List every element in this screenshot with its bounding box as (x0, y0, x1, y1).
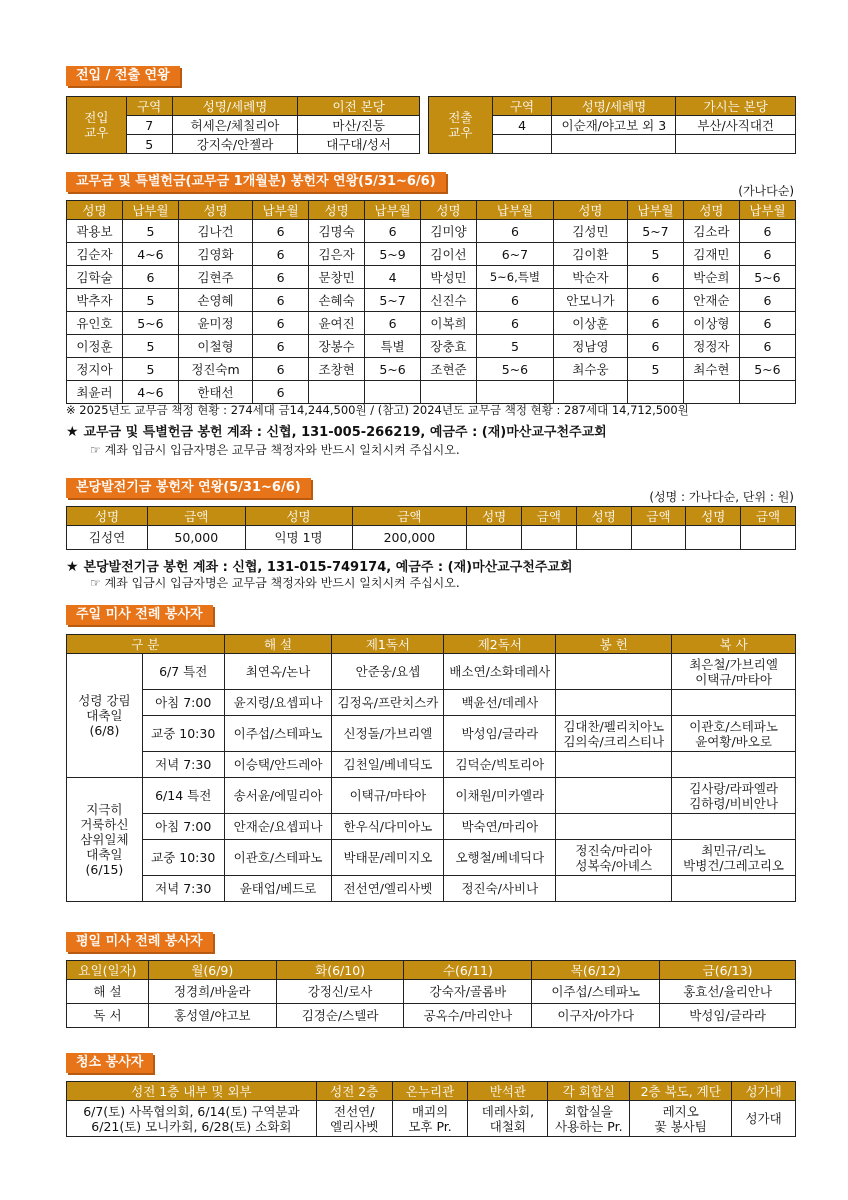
dues-header: 납부월 (122, 201, 178, 220)
in-cell: 허세은/체칠리아 (172, 116, 298, 135)
dues-cell: 6 (476, 312, 553, 335)
out-cell: 부산/사직대건 (676, 116, 796, 135)
transfer-in-table (66, 96, 420, 154)
sunday-cell: 정진숙/사비나 (444, 876, 556, 902)
weekday-header: 월(6/9) (148, 961, 276, 980)
sunday-cell (672, 752, 796, 778)
table-row (67, 1004, 796, 1028)
dues-cell: 5~6 (122, 312, 178, 335)
sunday-cell: 백윤선/데레사 (444, 690, 556, 716)
dues-cell: 이상형 (683, 312, 739, 335)
table-row (67, 381, 796, 404)
dues-cell: 5~9 (365, 243, 421, 266)
cleaning-header: 각 회합실 (548, 1082, 630, 1101)
dues-cell (683, 381, 739, 404)
sunday-cell: 최은철/가브리엘 이택규/마타아 (672, 654, 796, 690)
sunday-table (66, 634, 796, 902)
dues-header: 납부월 (365, 201, 421, 220)
sunday-cell: 신정돌/가브리엘 (332, 716, 444, 752)
dues-cell: 4~6 (122, 243, 178, 266)
cleaning-header: 성전 1층 내부 및 외부 (67, 1082, 317, 1101)
transfer-out-label: 전출 교우 (429, 97, 493, 154)
sunday-cell: 송서윤/에밀리아 (224, 778, 332, 814)
building-cell (522, 526, 577, 550)
cleaning-header: 성전 2층 (316, 1082, 392, 1101)
sunday-cell (556, 654, 672, 690)
dues-cell: 조현준 (421, 358, 477, 381)
dues-cell: 5 (122, 289, 178, 312)
star-icon: ★ (66, 424, 84, 440)
sunday-cell: 최연옥/논나 (224, 654, 332, 690)
sunday-cell: 최민규/리노 박병건/그레고리오 (672, 840, 796, 876)
sunday-header: 복 사 (672, 635, 796, 654)
cleaning-cell: 레지오 꽃 봉사팀 (630, 1101, 732, 1137)
dues-cell: 최수웅 (553, 358, 627, 381)
cleaning-cell: 매괴의 모후 Pr. (392, 1101, 468, 1137)
sunday-cell: 배소연/소화데레사 (444, 654, 556, 690)
sunday-cell: 이주섭/스테파노 (224, 716, 332, 752)
dues-cell: 이상훈 (553, 312, 627, 335)
building-cell: 김성연 (67, 526, 148, 550)
dues-cell: 6~7 (476, 243, 553, 266)
dues-table (66, 200, 796, 404)
table-row (67, 1101, 796, 1137)
dues-cell: 장봉수 (309, 335, 365, 358)
dues-cell: 6 (253, 220, 309, 243)
dues-cell: 5 (627, 358, 683, 381)
dues-cell: 6 (627, 266, 683, 289)
cleaning-cell: 데레사회, 대철회 (468, 1101, 548, 1137)
dues-cell (421, 381, 477, 404)
cleaning-header: 온누리관 (392, 1082, 468, 1101)
dues-cell: 6 (739, 289, 795, 312)
sunday-cell: 안재순/요셉피나 (224, 814, 332, 840)
sunday-group-label: 성령 강림 대축일 (6/8) (67, 654, 143, 778)
dues-cell: 최수현 (683, 358, 739, 381)
dues-cell: 박순희 (683, 266, 739, 289)
cleaning-section-title: 청소 봉사자 (66, 1053, 153, 1073)
weekday-header: 요일(일자) (67, 961, 149, 980)
transfer-out-table (428, 96, 796, 154)
dues-cell: 김이선 (421, 243, 477, 266)
sunday-cell: 윤태업/베드로 (224, 876, 332, 902)
sunday-cell: 김대찬/펠리치아노 김의숙/크리스티나 (556, 716, 672, 752)
dues-header: 성명 (553, 201, 627, 220)
dues-account (66, 421, 607, 440)
table-row (67, 335, 796, 358)
dues-cell (365, 381, 421, 404)
dues-account-text: 교무금 및 특별헌금 봉헌 계좌 : 신협, 131-005-266219, 예금주 : (재)마산교구천주교회 (83, 425, 607, 440)
dues-cell: 정남영 (553, 335, 627, 358)
cleaning-cell: 성가대 (732, 1101, 796, 1137)
dues-header: 납부월 (476, 201, 553, 220)
sunday-cell (556, 876, 672, 902)
dues-cell: 장충효 (421, 335, 477, 358)
sunday-cell: 이채원/미카엘라 (444, 778, 556, 814)
weekday-cell: 홍성열/야고보 (148, 1004, 276, 1028)
table-row (67, 243, 796, 266)
star-icon: ★ (66, 559, 84, 575)
dues-cell (739, 381, 795, 404)
sunday-cell (556, 778, 672, 814)
sunday-header: 해 설 (224, 635, 332, 654)
dues-cell: 이복희 (421, 312, 477, 335)
table-row (67, 752, 796, 778)
dues-cell: 최윤러 (67, 381, 123, 404)
dues-cell: 한태선 (178, 381, 252, 404)
out-cell (676, 135, 796, 154)
dues-cell: 김명숙 (309, 220, 365, 243)
sunday-cell (672, 876, 796, 902)
dues-cell: 5~6,특별 (476, 266, 553, 289)
out-header: 가시는 본당 (676, 97, 796, 116)
dues-cell: 박순자 (553, 266, 627, 289)
dues-header: 성명 (309, 201, 365, 220)
weekday-header: 화(6/10) (276, 961, 404, 980)
sunday-cell: 오행철/베네딕다 (444, 840, 556, 876)
dues-cell: 윤여진 (309, 312, 365, 335)
building-header: 금액 (352, 507, 467, 526)
dues-cell: 6 (253, 358, 309, 381)
sunday-cell: 정진숙/마리아 성복숙/아녜스 (556, 840, 672, 876)
weekday-cell: 김경순/스텔라 (276, 1004, 404, 1028)
building-cell: 200,000 (352, 526, 467, 550)
out-cell: 4 (492, 116, 552, 135)
dues-cell: 6 (122, 266, 178, 289)
dues-header: 성명 (421, 201, 477, 220)
building-account-text: 본당발전기금 봉헌 계좌 : 신협, 131-015-749174, 예금주 : (재)마산교구천주교회 (83, 560, 573, 575)
table-row (67, 876, 796, 902)
dues-cell: 김학술 (67, 266, 123, 289)
dues-cell: 6 (253, 381, 309, 404)
dues-cell: 5~6 (365, 358, 421, 381)
sunday-cell: 이관호/스테파노 (224, 840, 332, 876)
sunday-cell: 김천일/베네딕도 (332, 752, 444, 778)
dues-cell: 안재순 (683, 289, 739, 312)
building-account-note: ☞ 계좌 입금시 입금자명은 교무금 책정자와 반드시 일치시켜 주십시오. (90, 576, 460, 590)
out-header: 성명/세례명 (552, 97, 676, 116)
weekday-header: 목(6/12) (532, 961, 660, 980)
sunday-cell: 이택규/마타아 (332, 778, 444, 814)
in-cell: 7 (126, 116, 172, 135)
table-row (67, 778, 796, 814)
dues-cell: 6 (476, 220, 553, 243)
dues-cell: 5~6 (476, 358, 553, 381)
sunday-cell: 전선연/엘리사벳 (332, 876, 444, 902)
dues-cell: 박성민 (421, 266, 477, 289)
dues-cell: 김성민 (553, 220, 627, 243)
sunday-cell: 박숙연/마리아 (444, 814, 556, 840)
dues-cell: 6 (627, 335, 683, 358)
sunday-header: 봉 헌 (556, 635, 672, 654)
sunday-cell: 한우식/다미아노 (332, 814, 444, 840)
weekday-cell: 독 서 (67, 1004, 149, 1028)
dues-cell: 김현주 (178, 266, 252, 289)
cleaning-cell: 6/7(토) 사목협의회, 6/14(토) 구역분과 6/21(토) 모니카회, 6/28(토) 소화회 (67, 1101, 317, 1137)
dues-cell: 4~6 (122, 381, 178, 404)
dues-footnote: ※ 2025년도 교무금 책정 현황 : 274세대 금14,244,500원 / (참고) 2024년도 교무금 책정 현황 : 287세대 14,712,500원 (66, 403, 689, 417)
sunday-cell: 김사랑/라파엘라 김하령/비비안나 (672, 778, 796, 814)
dues-cell: 정정자 (683, 335, 739, 358)
dues-cell: 5~6 (739, 358, 795, 381)
building-header: 성명 (467, 507, 522, 526)
in-cell: 강지숙/안젤라 (172, 135, 298, 154)
sunday-cell: 박태문/레미지오 (332, 840, 444, 876)
sunday-header: 제1독서 (332, 635, 444, 654)
transfer-in-label: 전입 교우 (67, 97, 127, 154)
dues-header: 납부월 (253, 201, 309, 220)
dues-cell: 6 (253, 312, 309, 335)
dues-cell: 6 (253, 289, 309, 312)
table-row (67, 840, 796, 876)
weekday-cell: 공옥수/마리안나 (404, 1004, 532, 1028)
sunday-cell: 이승택/안드레아 (224, 752, 332, 778)
weekday-cell: 강정신/로사 (276, 980, 404, 1004)
dues-cell: 6 (627, 312, 683, 335)
sunday-section-title: 주일 미사 전례 봉사자 (66, 605, 213, 625)
out-header: 구역 (492, 97, 552, 116)
dues-cell: 5 (122, 335, 178, 358)
building-cell (741, 526, 796, 550)
dues-cell: 손혜숙 (309, 289, 365, 312)
building-cell: 익명 1명 (245, 526, 352, 550)
building-header: 금액 (148, 507, 245, 526)
sunday-cell: 이관호/스테파노 윤여황/바오로 (672, 716, 796, 752)
dues-cell (309, 381, 365, 404)
dues-cell: 6 (253, 266, 309, 289)
building-table (66, 506, 796, 550)
dues-section-title: 교무금 및 특별헌금(교무금 1개월분) 봉헌자 연왕(5/31~6/6) (66, 172, 446, 192)
sunday-header: 구 분 (67, 635, 225, 654)
building-header: 금액 (741, 507, 796, 526)
dues-cell: 손영혜 (178, 289, 252, 312)
dues-cell: 김재민 (683, 243, 739, 266)
cleaning-table (66, 1081, 796, 1137)
in-cell: 5 (126, 135, 172, 154)
in-header: 성명/세례명 (172, 97, 298, 116)
sunday-cell: 저녁 7:30 (142, 752, 224, 778)
dues-cell: 6 (365, 312, 421, 335)
dues-cell (476, 381, 553, 404)
out-cell: 이순재/야고보 외 3 (552, 116, 676, 135)
dues-cell: 문창민 (309, 266, 365, 289)
dues-cell: 5~7 (627, 220, 683, 243)
building-cell (686, 526, 741, 550)
weekday-section-title: 평일 미사 전례 봉사자 (66, 932, 213, 952)
sunday-cell: 교중 10:30 (142, 716, 224, 752)
sunday-cell: 6/7 특전 (142, 654, 224, 690)
cleaning-header: 반석관 (468, 1082, 548, 1101)
dues-cell: 4 (365, 266, 421, 289)
dues-cell: 곽용보 (67, 220, 123, 243)
cleaning-cell: 회합실을 사용하는 Pr. (548, 1101, 630, 1137)
dues-cell: 5~7 (365, 289, 421, 312)
building-header: 성명 (686, 507, 741, 526)
weekday-table (66, 960, 796, 1028)
dues-header: 성명 (683, 201, 739, 220)
dues-cell: 정진숙m (178, 358, 252, 381)
dues-cell: 김순자 (67, 243, 123, 266)
dues-cell: 김미양 (421, 220, 477, 243)
table-row (67, 220, 796, 243)
sunday-cell: 아침 7:00 (142, 690, 224, 716)
dues-cell: 정지아 (67, 358, 123, 381)
weekday-cell: 홍효선/율리안나 (660, 980, 796, 1004)
sunday-cell: 윤지령/요셉피나 (224, 690, 332, 716)
dues-header: 성명 (178, 201, 252, 220)
sunday-header: 제2독서 (444, 635, 556, 654)
dues-cell: 6 (739, 312, 795, 335)
sunday-cell: 교중 10:30 (142, 840, 224, 876)
building-cell (576, 526, 631, 550)
dues-cell: 김영화 (178, 243, 252, 266)
dues-cell: 6 (253, 335, 309, 358)
building-cell: 50,000 (148, 526, 245, 550)
dues-cell: 6 (365, 220, 421, 243)
table-row (67, 358, 796, 381)
table-row (67, 312, 796, 335)
table-row (67, 980, 796, 1004)
sunday-cell (556, 690, 672, 716)
dues-cell: 조창현 (309, 358, 365, 381)
table-row (67, 1082, 796, 1101)
dues-cell: 5 (627, 243, 683, 266)
dues-cell: 6 (253, 243, 309, 266)
sunday-cell: 안준웅/요셉 (332, 654, 444, 690)
sunday-cell (556, 814, 672, 840)
sunday-cell (672, 690, 796, 716)
dues-cell: 6 (627, 289, 683, 312)
sunday-cell: 아침 7:00 (142, 814, 224, 840)
dues-cell: 김소라 (683, 220, 739, 243)
weekday-header: 수(6/11) (404, 961, 532, 980)
cleaning-cell: 전선연/ 엘리사벳 (316, 1101, 392, 1137)
weekday-cell: 이주섭/스테파노 (532, 980, 660, 1004)
table-row (67, 635, 796, 654)
in-cell: 마산/진동 (298, 116, 420, 135)
sunday-cell: 6/14 특전 (142, 778, 224, 814)
dues-sort-note: (가나다순) (738, 184, 794, 198)
dues-cell: 신진수 (421, 289, 477, 312)
dues-cell: 6 (739, 335, 795, 358)
table-row (67, 814, 796, 840)
sunday-cell (672, 814, 796, 840)
dues-cell: 안모니가 (553, 289, 627, 312)
building-cell (631, 526, 686, 550)
sunday-cell: 김정옥/프란치스카 (332, 690, 444, 716)
sunday-cell: 김덕순/빅토리아 (444, 752, 556, 778)
dues-cell: 5~6 (739, 266, 795, 289)
weekday-cell: 강숙자/골롬바 (404, 980, 532, 1004)
dues-cell: 6 (476, 289, 553, 312)
building-header: 성명 (576, 507, 631, 526)
cleaning-header: 2층 복도, 계단 (630, 1082, 732, 1101)
in-header: 이전 본당 (298, 97, 420, 116)
dues-cell (627, 381, 683, 404)
table-row (67, 690, 796, 716)
building-header: 금액 (522, 507, 577, 526)
building-header: 성명 (67, 507, 148, 526)
dues-cell: 5 (476, 335, 553, 358)
dues-cell: 5 (122, 220, 178, 243)
dues-header: 납부월 (627, 201, 683, 220)
table-row (67, 266, 796, 289)
dues-cell: 김나건 (178, 220, 252, 243)
building-account (66, 556, 573, 575)
dues-cell: 윤미정 (178, 312, 252, 335)
dues-cell: 6 (739, 243, 795, 266)
table-row (67, 289, 796, 312)
table-row (67, 716, 796, 752)
weekday-cell: 정경희/바울라 (148, 980, 276, 1004)
cleaning-header: 성가대 (732, 1082, 796, 1101)
sunday-cell (556, 752, 672, 778)
in-cell: 대구대/성서 (298, 135, 420, 154)
sunday-cell: 저녁 7:30 (142, 876, 224, 902)
building-header: 금액 (631, 507, 686, 526)
dues-account-note: ☞ 계좌 입금시 입금자명은 교무금 책정자와 반드시 일치시켜 주십시오. (90, 443, 460, 457)
table-row (67, 961, 796, 980)
building-cell (467, 526, 522, 550)
dues-cell: 이정훈 (67, 335, 123, 358)
in-header: 구역 (126, 97, 172, 116)
weekday-cell: 이구자/아가다 (532, 1004, 660, 1028)
dues-cell: 5 (122, 358, 178, 381)
out-cell (492, 135, 552, 154)
dues-cell: 6 (739, 220, 795, 243)
dues-cell: 김이환 (553, 243, 627, 266)
dues-cell: 특별 (365, 335, 421, 358)
transfer-section-title: 전입 / 전출 연왕 (66, 66, 180, 86)
dues-header: 납부월 (739, 201, 795, 220)
sunday-group-label: 지극히 거룩하신 삼위일체 대축일 (6/15) (67, 778, 143, 902)
dues-header: 성명 (67, 201, 123, 220)
table-row (67, 654, 796, 690)
weekday-cell: 해 설 (67, 980, 149, 1004)
building-sort-note: (성명 : 가나다순, 단위 : 원) (649, 490, 794, 504)
out-cell (552, 135, 676, 154)
sunday-cell: 박성임/글라라 (444, 716, 556, 752)
dues-cell (553, 381, 627, 404)
building-section-title: 본당발전기금 봉헌자 연왕(5/31~6/6) (66, 478, 311, 498)
dues-cell: 김은자 (309, 243, 365, 266)
building-header: 성명 (245, 507, 352, 526)
weekday-header: 금(6/13) (660, 961, 796, 980)
dues-cell: 유인호 (67, 312, 123, 335)
weekday-cell: 박성임/글라라 (660, 1004, 796, 1028)
dues-cell: 이철형 (178, 335, 252, 358)
dues-cell: 박추자 (67, 289, 123, 312)
